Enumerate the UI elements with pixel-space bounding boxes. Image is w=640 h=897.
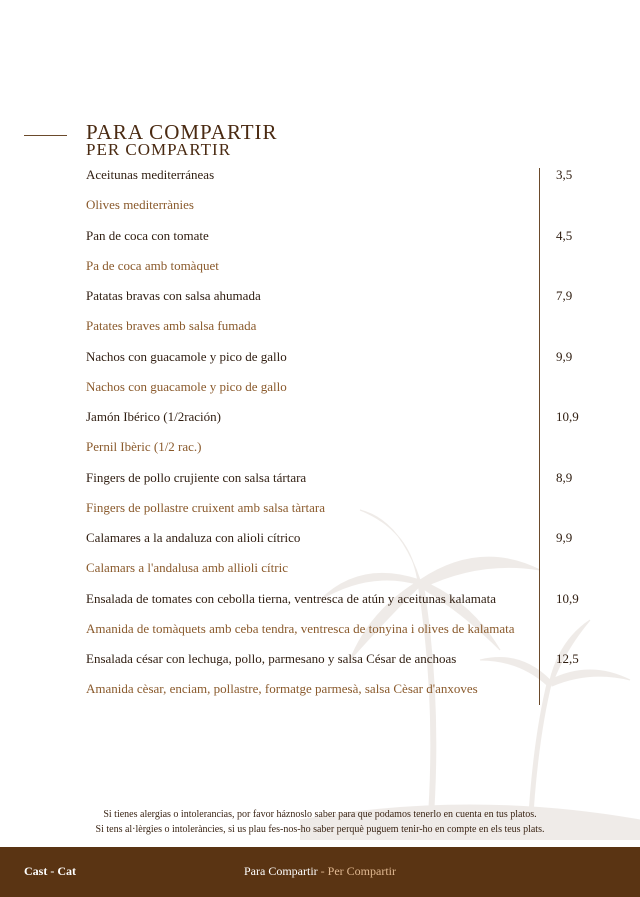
item-price: 3,5 (556, 167, 573, 183)
item-name-ca: Patates braves amb salsa fumada (86, 318, 257, 334)
footer-breadcrumb (0, 864, 640, 879)
menu-item-ca (86, 432, 586, 462)
item-name-es: Nachos con guacamole y pico de gallo (86, 348, 287, 364)
item-name-ca: Nachos con guacamole y pico de gallo (86, 378, 287, 394)
item-name-es: Fingers de pollo crujiente con salsa tártara (86, 469, 307, 485)
item-price: 9,9 (556, 348, 573, 364)
item-name-ca: Calamars a l'andalusa amb allioli cítric (86, 560, 288, 576)
item-price: 10,9 (556, 409, 579, 425)
item-name-ca: Amanida cèsar, enciam, pollastre, formatge parmesà, salsa Cèsar d'anxoves (86, 681, 478, 697)
menu-item-ca (86, 311, 586, 341)
menu-item-es (86, 221, 586, 251)
breadcrumb-alt-link[interactable]: Per Compartir (327, 864, 396, 878)
menu-item-ca (86, 493, 586, 523)
item-price: 12,5 (556, 651, 579, 667)
item-price: 10,9 (556, 590, 579, 606)
menu-item-ca (86, 251, 586, 281)
menu-item-ca (86, 190, 586, 220)
item-name-es: Jamón Ibérico (1/2ración) (86, 409, 222, 425)
allergy-notice (0, 807, 640, 837)
menu-item-es (86, 160, 586, 190)
breadcrumb-current: Para Compartir (244, 864, 318, 878)
menu-item-es (86, 463, 586, 493)
item-name-ca: Fingers de pollastre cruixent amb salsa tàrtara (86, 499, 325, 515)
footer-bar (0, 847, 640, 897)
menu-item-ca (86, 372, 586, 402)
menu-item-ca (86, 553, 586, 583)
menu-item-ca (86, 614, 586, 644)
item-name-es: Aceitunas mediterráneas (86, 167, 215, 183)
item-name-es: Ensalada césar con lechuga, pollo, parmesano y salsa César de anchoas (86, 651, 457, 667)
item-name-ca: Olives mediterrànies (86, 197, 194, 213)
item-price: 4,5 (556, 227, 573, 243)
menu-item-es (86, 644, 586, 674)
menu-item-es (86, 402, 586, 432)
allergy-notice-ca: Si tens al·lèrgies o intoleràncies, si us plau fes-nos-ho saber perquè puguem tenir-ho en compte en els teus plats. (95, 824, 545, 835)
menu-item-ca (86, 674, 586, 704)
menu-item-es (86, 342, 586, 372)
menu-item-es (86, 584, 586, 614)
item-name-ca: Pa de coca amb tomàquet (86, 257, 219, 273)
item-name-ca: Amanida de tomàquets amb ceba tendra, ventresca de tonyina i olives de kalamata (86, 620, 515, 636)
item-price: 9,9 (556, 530, 573, 546)
item-name-es: Calamares a la andaluza con alioli cítrico (86, 530, 301, 546)
item-price: 8,9 (556, 469, 573, 485)
section-subtitle: PER COMPARTIR (86, 140, 232, 159)
item-name-es: Patatas bravas con salsa ahumada (86, 288, 261, 304)
menu-item-es (86, 523, 586, 553)
item-name-ca: Pernil Ibèric (1/2 rac.) (86, 439, 202, 455)
item-name-es: Pan de coca con tomate (86, 227, 209, 243)
item-name-es: Ensalada de tomates con cebolla tierna, ventresca de atún y aceitunas kalamata (86, 590, 497, 606)
section-title: PARA COMPARTIR (86, 120, 278, 144)
title-rule (24, 135, 67, 136)
item-price: 7,9 (556, 288, 573, 304)
language-switch-link[interactable]: Cast - Cat (24, 864, 76, 878)
allergy-notice-es: Si tienes alergias o intolerancias, por favor háznoslo saber para que podamos tenerlo en cuenta en tus platos. (103, 809, 537, 820)
menu-item-es (86, 281, 586, 311)
menu-list (86, 160, 586, 705)
breadcrumb-separator: - (317, 864, 328, 878)
